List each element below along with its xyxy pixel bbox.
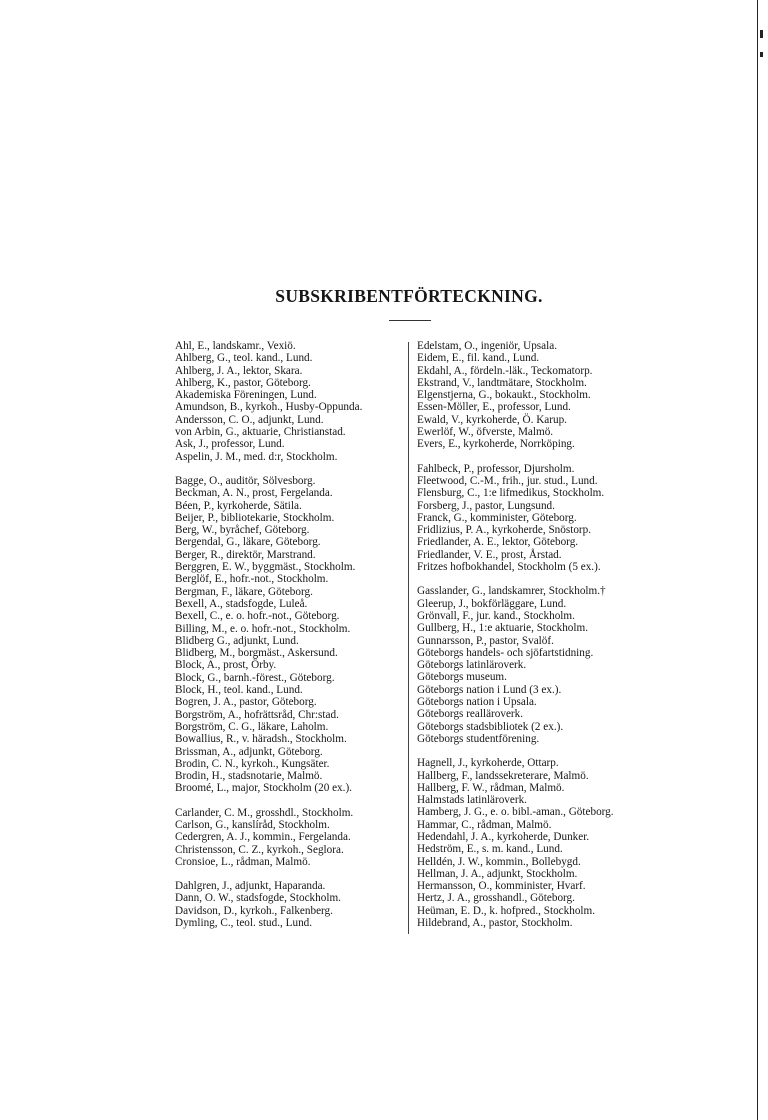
subscriber-entry: Ekdahl, A., fördeln.-läk., Teckomatorp. — [417, 364, 593, 377]
left-column — [175, 340, 362, 941]
subscriber-entry: von Arbin, G., aktuarie, Christianstad. — [175, 426, 346, 439]
subscriber-entry: Dahlgren, J., adjunkt, Haparanda. — [175, 880, 326, 893]
subscriber-entry: Bogren, J. A., pastor, Göteborg. — [175, 696, 317, 709]
subscriber-entry: Broomé, L., major, Stockholm (20 ex.). — [175, 782, 352, 795]
subscriber-entry: Eidem, E., fil. kand., Lund. — [417, 352, 540, 365]
subscriber-entry: Hedendahl, J. A., kyrkoherde, Dunker. — [417, 830, 590, 843]
subscriber-entry: Fleetwood, C.-M., frih., jur. stud., Lund. — [417, 474, 598, 487]
subscriber-entry: Göteborgs nation i Lund (3 ex.). — [417, 683, 562, 696]
letter-group — [175, 475, 362, 795]
letter-group — [417, 585, 614, 745]
subscriber-entry: Hedström, E., s. m. kand., Lund. — [417, 843, 563, 856]
subscriber-entry: Beijer, P., bibliotekarie, Stockholm. — [175, 511, 335, 524]
subscriber-entry: Essen-Möller, E., professor, Lund. — [417, 401, 571, 414]
subscriber-entry: Göteborgs nation i Upsala. — [417, 696, 537, 709]
subscriber-entry: Ahlberg, J. A., lektor, Skara. — [175, 364, 303, 377]
subscriber-entry: Blidberg, M., borgmäst., Askersund. — [175, 647, 338, 660]
letter-group — [417, 463, 614, 574]
subscriber-entry: Davidson, D., kyrkoh., Falkenberg. — [175, 904, 333, 917]
subscriber-entry: Bexell, C., e. o. hofr.-not., Göteborg. — [175, 610, 340, 623]
subscriber-entry: Cronsioe, L., rådman, Malmö. — [175, 855, 311, 868]
subscriber-entry: Billing, M., e. o. hofr.-not., Stockholm. — [175, 622, 351, 635]
letter-group — [417, 340, 614, 451]
subscriber-entry: Carlson, G., kanslíråd, Stockholm. — [175, 818, 330, 831]
subscriber-entry: Edelstam, O., ingeniör, Upsala. — [417, 340, 557, 352]
subscriber-entry: Göteborgs realläroverk. — [417, 708, 524, 721]
right-column — [417, 340, 614, 941]
subscriber-entry: Bergendal, G., läkare, Göteborg. — [175, 536, 321, 549]
subscriber-entry: Elgenstjerna, G., bokaukt., Stockholm. — [417, 389, 591, 402]
subscriber-entry: Flensburg, C., 1:e lifmedikus, Stockholm. — [417, 487, 605, 500]
subscriber-entry: Brissman, A., adjunkt, Göteborg. — [175, 745, 323, 758]
subscriber-entry: Hellman, J. A., adjunkt, Stockholm. — [417, 867, 578, 880]
subscriber-entry: Borgström, C. G., läkare, Laholm. — [175, 720, 329, 733]
subscriber-entry: Borgström, A., hofrättsråd, Chr:stad. — [175, 708, 339, 721]
page-edge-mark — [760, 30, 763, 38]
subscriber-entry: Hertz, J. A., grosshandl., Göteborg. — [417, 892, 575, 905]
subscriber-entry: Hammar, C., rådman, Malmö. — [417, 818, 552, 831]
subscriber-entry: Bagge, O., auditör, Sölvesborg. — [175, 474, 316, 487]
subscriber-entry: Ewerlöf, W., öfverste, Malmö. — [417, 426, 554, 439]
subscriber-entry: Forsberg, J., pastor, Lungsund. — [417, 499, 555, 512]
subscriber-entry: Akademiska Föreningen, Lund. — [175, 389, 317, 402]
subscriber-entry: Fridlizius, P. A., kyrkoherde, Snöstorp. — [417, 524, 592, 537]
subscriber-entry: Hallberg, F., landssekreterare, Malmö. — [417, 769, 589, 782]
subscriber-entry: Fahlbeck, P., professor, Djursholm. — [417, 462, 575, 475]
subscriber-entry: Berggren, E. W., byggmäst., Stockholm. — [175, 561, 356, 574]
subscriber-entry: Brodin, H., stadsnotarie, Malmö. — [175, 770, 323, 783]
subscriber-entry: Friedlander, A. E., lektor, Göteborg. — [417, 536, 579, 549]
subscriber-entry: Andersson, C. O., adjunkt, Lund. — [175, 413, 324, 426]
subscriber-entry: Hallberg, F. W., rådman, Malmö. — [417, 781, 565, 794]
subscriber-entry: Dymling, C., teol. stud., Lund. — [175, 917, 313, 930]
subscriber-entry: Christensson, C. Z., kyrkoh., Seglora. — [175, 843, 344, 856]
subscriber-entry: Hamberg, J. G., e. o. bibl.-aman., Göteborg. — [417, 806, 614, 819]
subscriber-entry: Hagnell, J., kyrkoherde, Ottarp. — [417, 757, 559, 770]
subscriber-entry: Bexell, A., stadsfogde, Luleå. — [175, 597, 308, 610]
subscriber-entry: Beckman, A. N., prost, Fergelanda. — [175, 487, 333, 500]
subscriber-entry: Hildebrand, A., pastor, Stockholm. — [417, 917, 573, 930]
subscriber-entry: Franck, G., komminister, Göteborg. — [417, 511, 577, 524]
subscriber-entry: Evers, E., kyrkoherde, Norrköping. — [417, 438, 575, 451]
subscriber-entry: Heüman, E. D., k. hofpred., Stockholm. — [417, 904, 596, 917]
subscriber-entry: Berger, R., direktör, Marstrand. — [175, 548, 316, 561]
subscriber-entry: Gleerup, J., bokförläggare, Lund. — [417, 597, 567, 610]
subscriber-entry: Béen, P., kyrkoherde, Sätila. — [175, 499, 302, 512]
subscriber-entry: Amundson, B., kyrkoh., Husby-Oppunda. — [175, 401, 363, 414]
subscriber-entry: Ekstrand, V., landtmätare, Stockholm. — [417, 376, 587, 389]
subscriber-entry: Göteborgs stadsbibliotek (2 ex.). — [417, 720, 564, 733]
subscriber-entry: Carlander, C. M., grosshdl., Stockholm. — [175, 806, 354, 819]
page-edge-line — [757, 0, 758, 1120]
subscriber-entry: Gullberg, H., 1:e aktuarie, Stockholm. — [417, 622, 588, 635]
page-edge-mark — [760, 52, 763, 57]
subscriber-entry: Bowallius, R., v. häradsh., Stockholm. — [175, 733, 347, 746]
subscriber-entry: Bergman, F., läkare, Göteborg. — [175, 585, 313, 598]
subscriber-entry: Berg, W., byråchef, Göteborg. — [175, 524, 310, 537]
subscriber-entry: Helldén, J. W., kommin., Bollebygd. — [417, 855, 581, 868]
subscriber-entry: Hermansson, O., komminister, Hvarf. — [417, 880, 586, 893]
letter-group — [175, 340, 362, 463]
letter-group — [175, 880, 362, 929]
subscriber-entry: Ahlberg, G., teol. kand., Lund. — [175, 352, 313, 365]
subscriber-entry: Göteborgs museum. — [417, 671, 507, 684]
letter-group — [175, 807, 362, 868]
subscriber-entry: Block, H., teol. kand., Lund. — [175, 684, 303, 697]
subscriber-entry: Dann, O. W., stadsfogde, Stockholm. — [175, 892, 341, 905]
subscriber-entry: Ask, J., professor, Lund. — [175, 438, 285, 451]
subscriber-entry: Gunnarsson, P., pastor, Svalöf. — [417, 634, 554, 647]
column-divider — [408, 342, 409, 934]
subscriber-entry: Friedlander, V. E., prost, Årstad. — [417, 548, 562, 561]
subscriber-entry: Ahl, E., landskamr., Vexiö. — [175, 340, 296, 352]
letter-group — [417, 757, 614, 929]
title-rule — [389, 320, 431, 321]
subscriber-entry: Gasslander, G., landskamrer, Stockholm.† — [417, 585, 606, 598]
subscriber-entry: Berglöf, E., hofr.-not., Stockholm. — [175, 573, 329, 586]
subscriber-entry: Cedergren, A. J., kommin., Fergelanda. — [175, 831, 351, 844]
subscriber-entry: Ewald, V., kyrkoherde, Ö. Karup. — [417, 413, 567, 426]
subscriber-entry: Block, G., barnh.-förest., Göteborg. — [175, 671, 335, 684]
subscriber-entry: Ahlberg, K., pastor, Göteborg. — [175, 376, 311, 389]
subscriber-entry: Göteborgs handels- och sjöfartstidning. — [417, 646, 594, 659]
subscriber-entry: Grönvall, F., jur. kand., Stockholm. — [417, 609, 575, 622]
subscriber-entry: Block, A., prost, Örby. — [175, 659, 277, 672]
subscriber-entry: Halmstads latinläroverk. — [417, 794, 527, 807]
subscriber-entry: Aspelin, J. M., med. d:r, Stockholm. — [175, 450, 338, 463]
subscriber-entry: Blidberg G., adjunkt, Lund. — [175, 634, 299, 647]
subscriber-entry: Brodin, C. N., kyrkoh., Kungsäter. — [175, 757, 330, 770]
subscriber-entry: Göteborgs latinläroverk. — [417, 659, 527, 672]
page-title: SUBSKRIBENTFÖRTECKNING. — [275, 286, 543, 306]
subscriber-entry: Fritzes hofbokhandel, Stockholm (5 ex.). — [417, 561, 601, 574]
subscriber-entry: Göteborgs studentförening. — [417, 732, 540, 745]
